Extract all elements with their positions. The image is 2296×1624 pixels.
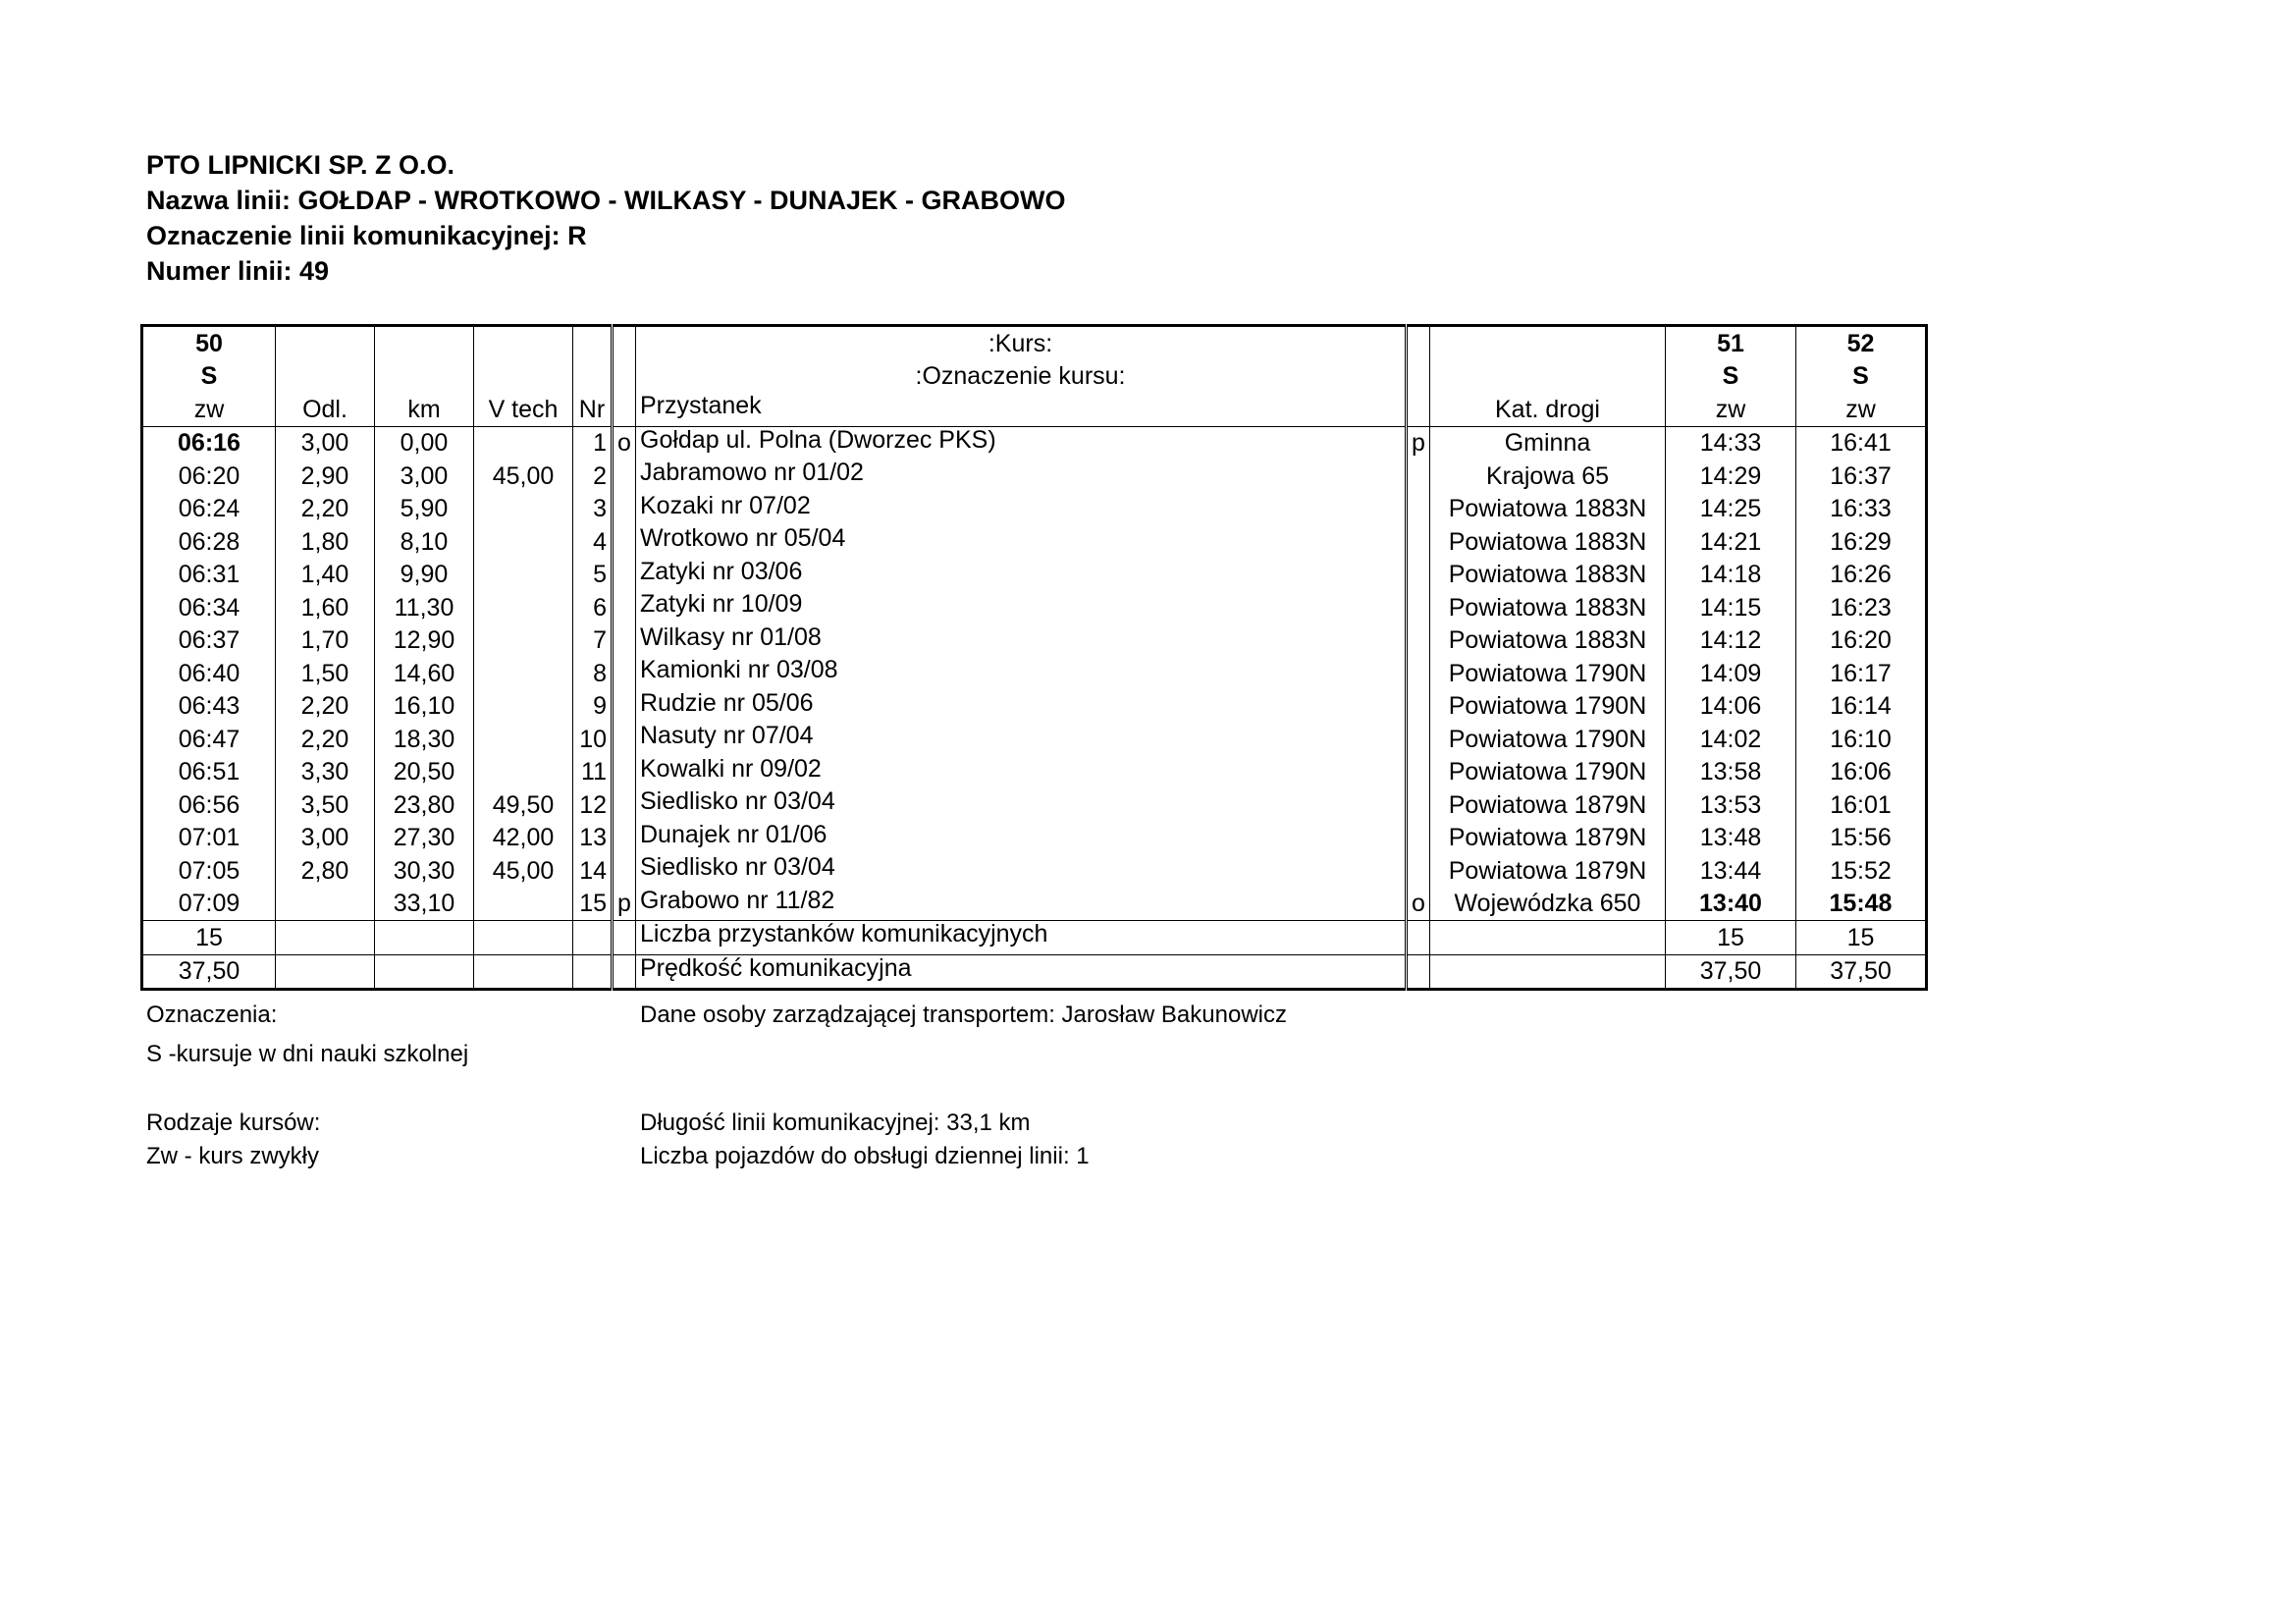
departure-time-50: 06:40 (142, 657, 276, 690)
distance-odl: 2,20 (276, 493, 375, 526)
road-category: Powiatowa 1790N (1430, 690, 1666, 724)
stop-number: 9 (573, 690, 613, 724)
stop-name: Zatyki nr 10/09 (636, 591, 1407, 624)
line-length: Długość linii komunikacyjnej: 33,1 km (640, 1110, 1031, 1136)
stop-number: 13 (573, 822, 613, 855)
road-category: Gminna (1430, 426, 1666, 460)
departure-time-51: 14:21 (1666, 525, 1796, 559)
road-category: Powiatowa 1879N (1430, 788, 1666, 822)
departure-time-50: 06:56 (142, 788, 276, 822)
left-course-type: zw (142, 393, 276, 426)
distance-odl: 3,00 (276, 822, 375, 855)
summary-value-52: 15 (1796, 921, 1927, 955)
departure-time-51: 14:09 (1666, 657, 1796, 690)
departure-time-52: 16:37 (1796, 460, 1927, 493)
table-row (142, 460, 1927, 493)
oznaczenie-label: :Oznaczenie kursu: (636, 360, 1407, 394)
stop-flag-left (613, 854, 636, 888)
line-name: Nazwa linii: GOŁDAP - WROTKOWO - WILKASY - DUNAJEK - GRABOWO (146, 186, 1066, 215)
departure-time-50: 07:01 (142, 822, 276, 855)
departure-time-52: 15:56 (1796, 822, 1927, 855)
distance-odl: 1,70 (276, 624, 375, 658)
oznaczenia-label: Oznaczenia: (146, 1001, 278, 1028)
stop-flag-right (1407, 822, 1430, 855)
distance-km: 3,00 (375, 460, 474, 493)
vtech-speed (474, 525, 573, 559)
summary-left-value: 15 (142, 921, 276, 955)
vtech-speed: 45,00 (474, 854, 573, 888)
distance-km: 23,80 (375, 788, 474, 822)
line-number: Numer linii: 49 (146, 256, 330, 286)
distance-odl: 1,50 (276, 657, 375, 690)
stop-flag-left (613, 591, 636, 624)
distance-km: 18,30 (375, 723, 474, 756)
distance-odl: 2,20 (276, 690, 375, 724)
road-category: Powiatowa 1883N (1430, 624, 1666, 658)
departure-time-52: 15:52 (1796, 854, 1927, 888)
stop-flag-right (1407, 657, 1430, 690)
stop-name: Dunajek nr 01/06 (636, 822, 1407, 855)
distance-odl (276, 888, 375, 921)
stop-number: 3 (573, 493, 613, 526)
company-name: PTO LIPNICKI SP. Z O.O. (146, 150, 455, 180)
departure-time-50: 06:51 (142, 756, 276, 789)
stop-name: Siedlisko nr 03/04 (636, 854, 1407, 888)
vtech-speed (474, 426, 573, 460)
stop-flag-right (1407, 591, 1430, 624)
timetable (140, 324, 1928, 991)
road-category: Krajowa 65 (1430, 460, 1666, 493)
right-course-mark-2: S (1796, 360, 1927, 394)
table-row (142, 854, 1927, 888)
stop-number: 5 (573, 559, 613, 592)
departure-time-52: 16:33 (1796, 493, 1927, 526)
road-category: Powiatowa 1790N (1430, 657, 1666, 690)
distance-odl: 2,20 (276, 723, 375, 756)
table-row (142, 624, 1927, 658)
summary-value-51: 15 (1666, 921, 1796, 955)
header-row-columns (142, 393, 1927, 426)
oznaczenia-s-legend: S -kursuje w dni nauki szkolnej (146, 1041, 469, 1067)
stop-flag-right (1407, 525, 1430, 559)
right-course-mark-1: S (1666, 360, 1796, 394)
road-category: Powiatowa 1883N (1430, 493, 1666, 526)
departure-time-52: 16:01 (1796, 788, 1927, 822)
departure-time-51: 14:06 (1666, 690, 1796, 724)
document-header (146, 147, 1065, 289)
stop-name: Gołdap ul. Polna (Dworzec PKS) (636, 426, 1407, 460)
stop-name: Zatyki nr 03/06 (636, 559, 1407, 592)
road-category: Powiatowa 1879N (1430, 854, 1666, 888)
table-row (142, 657, 1927, 690)
stop-name: Siedlisko nr 03/04 (636, 788, 1407, 822)
road-category: Powiatowa 1883N (1430, 559, 1666, 592)
stop-flag-left (613, 525, 636, 559)
header-row-course-number (142, 326, 1927, 360)
departure-time-51: 14:33 (1666, 426, 1796, 460)
departure-time-52: 16:06 (1796, 756, 1927, 789)
distance-km: 9,90 (375, 559, 474, 592)
col-stop-header: Przystanek (636, 393, 1407, 426)
stop-number: 2 (573, 460, 613, 493)
summary-left-value: 37,50 (142, 954, 276, 990)
stop-flag-left (613, 756, 636, 789)
table-row (142, 822, 1927, 855)
departure-time-51: 14:29 (1666, 460, 1796, 493)
distance-km: 8,10 (375, 525, 474, 559)
vtech-speed: 42,00 (474, 822, 573, 855)
road-category: Wojewódzka 650 (1430, 888, 1666, 921)
distance-odl: 1,80 (276, 525, 375, 559)
rodzaje-zw-legend: Zw - kurs zwykły (146, 1143, 319, 1169)
stop-name: Wilkasy nr 01/08 (636, 624, 1407, 658)
stop-flag-left (613, 624, 636, 658)
distance-km: 0,00 (375, 426, 474, 460)
distance-odl: 3,00 (276, 426, 375, 460)
stop-flag-right (1407, 559, 1430, 592)
departure-time-50: 06:28 (142, 525, 276, 559)
departure-time-50: 06:34 (142, 591, 276, 624)
stop-flag-left (613, 690, 636, 724)
departure-time-50: 06:16 (142, 426, 276, 460)
distance-km: 27,30 (375, 822, 474, 855)
stop-number: 11 (573, 756, 613, 789)
distance-km: 14,60 (375, 657, 474, 690)
departure-time-51: 14:02 (1666, 723, 1796, 756)
stop-flag-right (1407, 493, 1430, 526)
stop-name: Jabramowo nr 01/02 (636, 460, 1407, 493)
stop-flag-left (613, 493, 636, 526)
departure-time-52: 16:17 (1796, 657, 1927, 690)
table-row (142, 591, 1927, 624)
stop-flag-right (1407, 624, 1430, 658)
departure-time-51: 13:44 (1666, 854, 1796, 888)
distance-odl: 2,80 (276, 854, 375, 888)
stop-flag-right: p (1407, 426, 1430, 460)
stop-number: 8 (573, 657, 613, 690)
table-row (142, 525, 1927, 559)
road-category: Powiatowa 1883N (1430, 591, 1666, 624)
col-vtech-header: V tech (474, 393, 573, 426)
distance-odl: 3,30 (276, 756, 375, 789)
table-row (142, 756, 1927, 789)
summary-row (142, 954, 1927, 990)
right-course-number-2: 52 (1796, 326, 1927, 360)
stop-number: 10 (573, 723, 613, 756)
right-course-number-1: 51 (1666, 326, 1796, 360)
stop-number: 15 (573, 888, 613, 921)
vtech-speed: 49,50 (474, 788, 573, 822)
kurs-label: :Kurs: (636, 326, 1407, 360)
distance-odl: 1,60 (276, 591, 375, 624)
vtech-speed (474, 493, 573, 526)
stop-number: 6 (573, 591, 613, 624)
right-course-type-2: zw (1796, 393, 1927, 426)
departure-time-52: 16:41 (1796, 426, 1927, 460)
stop-number: 4 (573, 525, 613, 559)
stop-name: Kozaki nr 07/02 (636, 493, 1407, 526)
vtech-speed (474, 723, 573, 756)
stop-flag-right (1407, 460, 1430, 493)
table-row (142, 888, 1927, 921)
rodzaje-label: Rodzaje kursów: (146, 1110, 321, 1136)
vehicle-count: Liczba pojazdów do obsługi dziennej linii: 1 (640, 1143, 1090, 1169)
stop-flag-right (1407, 788, 1430, 822)
header-row-course-mark (142, 360, 1927, 394)
departure-time-51: 14:18 (1666, 559, 1796, 592)
right-course-type-1: zw (1666, 393, 1796, 426)
departure-time-50: 06:24 (142, 493, 276, 526)
table-row (142, 690, 1927, 724)
departure-time-51: 13:58 (1666, 756, 1796, 789)
departure-time-52: 16:14 (1796, 690, 1927, 724)
departure-time-51: 13:48 (1666, 822, 1796, 855)
vtech-speed (474, 690, 573, 724)
departure-time-50: 07:05 (142, 854, 276, 888)
stop-flag-left: p (613, 888, 636, 921)
stop-name: Nasuty nr 07/04 (636, 723, 1407, 756)
stop-number: 14 (573, 854, 613, 888)
stop-number: 7 (573, 624, 613, 658)
distance-odl: 2,90 (276, 460, 375, 493)
left-course-mark: S (142, 360, 276, 394)
table-row (142, 723, 1927, 756)
departure-time-52: 16:10 (1796, 723, 1927, 756)
departure-time-50: 07:09 (142, 888, 276, 921)
road-category: Powiatowa 1879N (1430, 822, 1666, 855)
departure-time-52: 16:20 (1796, 624, 1927, 658)
departure-time-51: 14:25 (1666, 493, 1796, 526)
vtech-speed: 45,00 (474, 460, 573, 493)
vtech-speed (474, 624, 573, 658)
distance-km: 16,10 (375, 690, 474, 724)
transport-manager: Dane osoby zarządzającej transportem: Jarosław Bakunowicz (640, 1001, 1287, 1028)
departure-time-52: 16:29 (1796, 525, 1927, 559)
table-row (142, 426, 1927, 460)
col-odl-header: Odl. (276, 393, 375, 426)
summary-label: Prędkość komunikacyjna (636, 954, 1407, 990)
summary-value-51: 37,50 (1666, 954, 1796, 990)
stop-number: 1 (573, 426, 613, 460)
stop-flag-right (1407, 756, 1430, 789)
distance-km: 30,30 (375, 854, 474, 888)
distance-odl: 1,40 (276, 559, 375, 592)
departure-time-51: 14:12 (1666, 624, 1796, 658)
distance-km: 5,90 (375, 493, 474, 526)
road-category: Powiatowa 1790N (1430, 723, 1666, 756)
col-km-header: km (375, 393, 474, 426)
stop-flag-left (613, 559, 636, 592)
stop-flag-left (613, 788, 636, 822)
departure-time-50: 06:20 (142, 460, 276, 493)
road-category: Powiatowa 1790N (1430, 756, 1666, 789)
stop-flag-left (613, 822, 636, 855)
stop-flag-left (613, 657, 636, 690)
summary-value-52: 37,50 (1796, 954, 1927, 990)
left-course-number: 50 (142, 326, 276, 360)
vtech-speed (474, 591, 573, 624)
summary-row (142, 921, 1927, 955)
departure-time-50: 06:37 (142, 624, 276, 658)
col-road-header: Kat. drogi (1430, 393, 1666, 426)
stop-flag-right: o (1407, 888, 1430, 921)
stop-name: Kamionki nr 03/08 (636, 657, 1407, 690)
table-row (142, 493, 1927, 526)
stop-flag-left (613, 460, 636, 493)
stop-flag-left: o (613, 426, 636, 460)
departure-time-51: 14:15 (1666, 591, 1796, 624)
stop-name: Grabowo nr 11/82 (636, 888, 1407, 921)
table-row (142, 788, 1927, 822)
vtech-speed (474, 657, 573, 690)
summary-label: Liczba przystanków komunikacyjnych (636, 921, 1407, 955)
road-category: Powiatowa 1883N (1430, 525, 1666, 559)
distance-km: 20,50 (375, 756, 474, 789)
departure-time-51: 13:40 (1666, 888, 1796, 921)
vtech-speed (474, 888, 573, 921)
departure-time-50: 06:47 (142, 723, 276, 756)
departure-time-52: 16:26 (1796, 559, 1927, 592)
vtech-speed (474, 559, 573, 592)
stop-flag-left (613, 723, 636, 756)
stop-flag-right (1407, 854, 1430, 888)
stop-name: Rudzie nr 05/06 (636, 690, 1407, 724)
stop-flag-right (1407, 690, 1430, 724)
distance-km: 33,10 (375, 888, 474, 921)
table-row (142, 559, 1927, 592)
col-nr-header: Nr (573, 393, 613, 426)
stop-flag-right (1407, 723, 1430, 756)
departure-time-50: 06:31 (142, 559, 276, 592)
stop-name: Kowalki nr 09/02 (636, 756, 1407, 789)
line-designation: Oznaczenie linii komunikacyjnej: R (146, 221, 587, 250)
stop-number: 12 (573, 788, 613, 822)
departure-time-51: 13:53 (1666, 788, 1796, 822)
departure-time-52: 16:23 (1796, 591, 1927, 624)
distance-odl: 3,50 (276, 788, 375, 822)
distance-km: 11,30 (375, 591, 474, 624)
departure-time-50: 06:43 (142, 690, 276, 724)
departure-time-52: 15:48 (1796, 888, 1927, 921)
stop-name: Wrotkowo nr 05/04 (636, 525, 1407, 559)
distance-km: 12,90 (375, 624, 474, 658)
vtech-speed (474, 756, 573, 789)
